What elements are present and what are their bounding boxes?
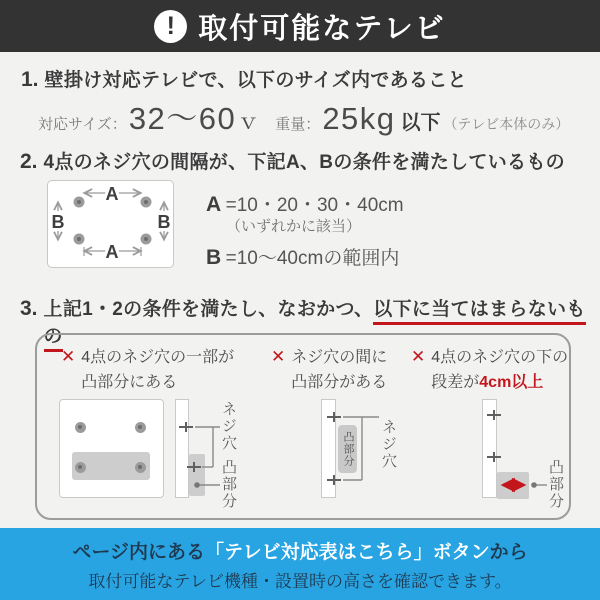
footer-line-1: ページ内にある「テレビ対応表はこちら」ボタンから bbox=[72, 541, 528, 563]
cross-icon: ✕ bbox=[411, 347, 426, 366]
exclusion-item-3 bbox=[411, 345, 568, 395]
dimension-a-bottom-label: A bbox=[105, 242, 119, 262]
side-protrusion-1 bbox=[189, 454, 205, 496]
footer-banner bbox=[0, 528, 600, 600]
exclusion-item-2-text: ネジ穴の間に 凸部分がある bbox=[291, 349, 388, 391]
dimension-b-left-label: B bbox=[51, 212, 65, 232]
size-label: 対応サイズ： bbox=[38, 116, 127, 133]
screw-hole-label-2: ネジ穴 bbox=[380, 419, 397, 470]
screw-hole bbox=[135, 462, 146, 473]
section1-number: 1. bbox=[21, 68, 39, 91]
exclusion-item-1 bbox=[61, 345, 234, 395]
condition-b-value: =10〜40cmの範囲内 bbox=[225, 248, 400, 269]
screw-hole-label-1: ネジ穴 bbox=[220, 401, 237, 452]
page-title: 取付可能なテレビ bbox=[198, 12, 446, 45]
spacing-diagram-svg bbox=[48, 181, 173, 267]
section1-heading-text: 壁掛け対応テレビで、以下のサイズ内であること bbox=[44, 70, 467, 91]
tv-back-front-view bbox=[59, 399, 164, 498]
section3-number: 3. bbox=[20, 297, 38, 320]
exclusion-item-2 bbox=[271, 345, 387, 395]
bottom-step bbox=[497, 472, 529, 499]
condition-a bbox=[206, 190, 404, 217]
exclusion-item-1-text: 4点のネジ穴の一部が 凸部分にある bbox=[81, 349, 235, 391]
weight-label: 重量： bbox=[275, 116, 321, 133]
condition-b-letter: B bbox=[206, 246, 222, 269]
screw-hole-spacing-diagram bbox=[47, 180, 174, 268]
protrusion-label-1: 凸部分 bbox=[220, 459, 237, 510]
tv-side-view-1 bbox=[175, 399, 189, 498]
section3-heading-underlined: 以下に当てはまらないもの bbox=[44, 299, 586, 352]
cross-icon: ✕ bbox=[61, 347, 76, 366]
condition-a-value: =10・20・30・40cm bbox=[225, 195, 404, 216]
condition-a-note: （いずれかに該当） bbox=[226, 218, 362, 235]
screw-hole bbox=[75, 422, 86, 433]
dimension-a-top-label: A bbox=[105, 184, 119, 204]
screw-hole bbox=[75, 462, 86, 473]
protrusion-label-3: 凸部分 bbox=[547, 459, 564, 510]
tv-compatibility-button-mention: 「テレビ対応表はこちら」ボタン bbox=[204, 541, 490, 563]
section1-specs bbox=[38, 93, 569, 138]
size-value: 32〜60 bbox=[128, 101, 237, 136]
protrusion-label-inside: 凸部分 bbox=[342, 431, 354, 467]
exclusion-examples-box bbox=[35, 333, 571, 520]
exclusion-item-3-text: 4点のネジ穴の下の 段差が4cm以上 bbox=[431, 349, 569, 391]
size-unit: ｖ bbox=[237, 109, 260, 134]
header-banner bbox=[0, 0, 600, 52]
section2-heading bbox=[20, 147, 565, 174]
weight-suffix: 以下 bbox=[400, 112, 441, 134]
cross-icon: ✕ bbox=[271, 347, 286, 366]
section2-heading-text: 4点のネジ穴の間隔が、下記A、Bの条件を満たしているもの bbox=[43, 152, 565, 173]
dimension-b-right-label: B bbox=[157, 212, 171, 232]
footer-line-2: 取付可能なテレビ機種・設置時の高さを確認できます。 bbox=[88, 571, 512, 591]
screw-hole bbox=[135, 422, 146, 433]
section2-number: 2. bbox=[20, 150, 38, 173]
tv-side-view-2 bbox=[321, 399, 336, 498]
section3-heading-prefix: 上記1・2の条件を満たし、なおかつ、 bbox=[43, 299, 374, 320]
exclamation-icon: ! bbox=[154, 10, 187, 43]
weight-value: 25kg bbox=[322, 101, 396, 136]
tv-side-view-3 bbox=[482, 399, 497, 498]
condition-b bbox=[206, 243, 399, 270]
weight-note: （テレビ本体のみ） bbox=[443, 116, 570, 132]
protrusion-between-holes bbox=[338, 425, 357, 473]
condition-a-letter: A bbox=[206, 193, 222, 216]
section1-heading bbox=[21, 65, 467, 92]
4cm-highlight: 4cm以上 bbox=[479, 374, 544, 391]
